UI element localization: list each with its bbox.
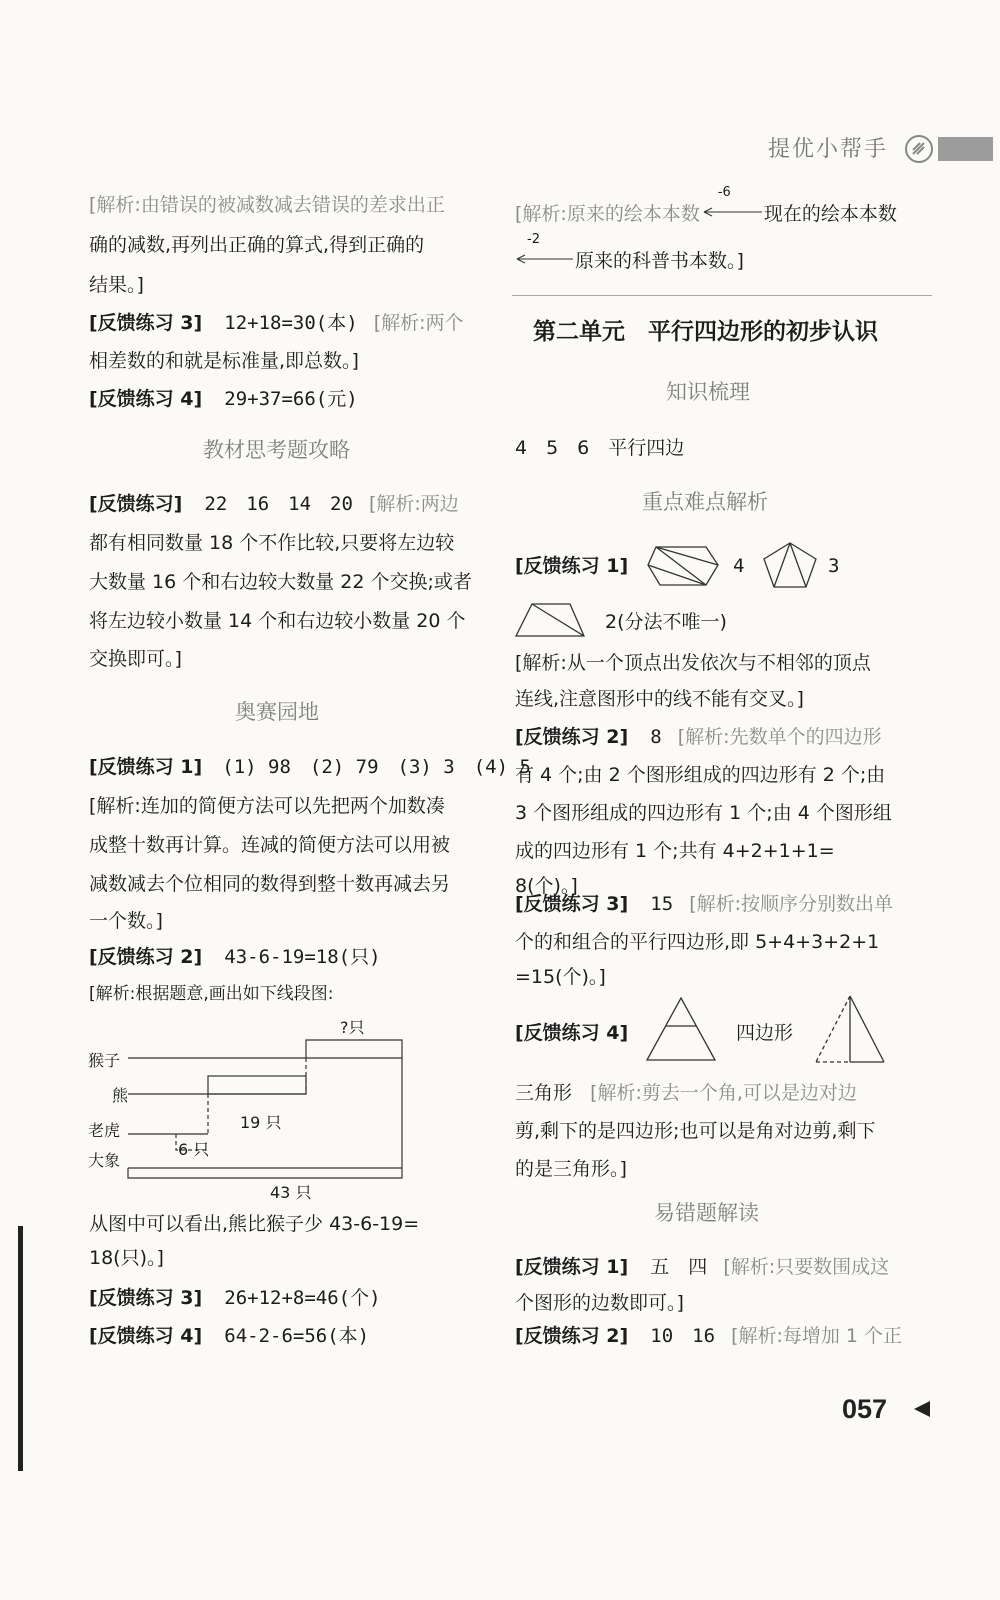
paragraph-line: 确的减数,再列出正确的算式,得到正确的	[89, 234, 425, 256]
header-tab-bar	[938, 137, 993, 161]
paragraph-line: 结果。]	[89, 274, 144, 296]
paragraph-line: [解析:由错误的被减数减去错误的差求出正	[89, 194, 445, 216]
paragraph-line: 成整十数再计算。连减的简便方法可以用被	[89, 834, 451, 856]
exercise-label: [反馈练习 4]	[89, 388, 203, 410]
arrow-label: -2	[527, 232, 540, 247]
exercise-item	[89, 305, 464, 341]
paragraph-line: [解析:从一个顶点出发依次与不相邻的顶点	[515, 652, 871, 674]
paragraph-text: 原来的科普书本数。]	[575, 250, 744, 272]
paragraph-line: 8(个)。]	[515, 875, 578, 897]
paragraph-line: 成的四边形有 1 个;共有 4+2+1+1=	[515, 840, 835, 862]
triangle-left-icon	[912, 1399, 932, 1419]
paragraph-line: 有 4 个;由 2 个图形组成的四边形有 2 个;由	[515, 764, 886, 786]
diagram-label-tiger: 老虎	[88, 1121, 121, 1140]
exercise-item	[89, 1280, 381, 1316]
paragraph-line: 交换即可。]	[89, 648, 182, 670]
divider	[512, 295, 932, 296]
paragraph-line: [解析:根据题意,画出如下线段图:	[89, 984, 334, 1004]
paragraph-line: 3 个图形组成的四边形有 1 个;由 4 个图形组	[515, 802, 892, 824]
exercise-label: [反馈练习 3]	[89, 1287, 203, 1309]
page-header-title: 提优小帮手	[768, 137, 889, 162]
paragraph-line: 减数减去个位相同的数得到整十数再减去另	[89, 873, 451, 895]
exercise-item	[89, 939, 381, 975]
explanation-text: [解析:只要数围成这	[723, 1256, 890, 1278]
arrow-left-icon	[700, 185, 764, 220]
exercise-item	[515, 1249, 889, 1285]
answer-text: 四边形	[736, 1022, 794, 1044]
answer-text: 12+18=30(本)	[224, 312, 358, 334]
unit-title: 第二单元 平行四边形的初步认识	[533, 318, 878, 345]
exercise-item	[515, 1075, 857, 1111]
paragraph-line: 相差数的和就是标准量,即总数。]	[89, 350, 359, 372]
exercise-item	[89, 486, 459, 522]
exercise-label: [反馈练习 1]	[89, 756, 203, 778]
exercise-label: [反馈练习 2]	[515, 1325, 629, 1347]
paragraph-line: 从图中可以看出,熊比猴子少 43-6-19=	[89, 1213, 420, 1235]
cut-triangle-figure	[814, 992, 886, 1068]
section-heading: 易错题解读	[654, 1201, 759, 1225]
answer-text: 4	[733, 555, 745, 577]
trapezoid-figure	[514, 600, 586, 640]
exercise-label: [反馈练习 2]	[89, 946, 203, 968]
answer-text: 8	[650, 726, 662, 748]
diagram-label-6: 6 只	[178, 1140, 210, 1159]
answer-text: 三角形	[515, 1082, 573, 1104]
exercise-item	[89, 749, 531, 785]
binding-edge	[18, 1226, 23, 1471]
exercise-item	[515, 1318, 902, 1354]
answer-text: 3	[828, 555, 840, 577]
explanation-text: [解析:每增加 1 个正	[731, 1325, 903, 1347]
exercise-item	[515, 719, 882, 755]
answer-text: 10 16	[650, 1325, 716, 1347]
paragraph-line: 大数量 16 个和右边较大数量 22 个交换;或者	[89, 571, 472, 593]
explanation-text: [解析:两个	[373, 312, 464, 334]
section-heading: 知识梳理	[666, 380, 750, 404]
explanation-text: [解析:剪去一个角,可以是边对边	[590, 1082, 857, 1104]
exercise-label: [反馈练习 1]	[515, 1256, 629, 1278]
diagram-label-bear: 熊	[112, 1086, 129, 1105]
paragraph-line: 都有相同数量 18 个不作比较,只要将左边较	[89, 532, 455, 554]
paragraph-line: [解析:连加的简便方法可以先把两个加数凑	[89, 795, 445, 817]
arrow-label: -6	[717, 185, 731, 200]
diagram-label-question: ?只	[340, 1018, 365, 1037]
diagram-label-19: 19 只	[240, 1113, 282, 1132]
paragraph-line: 剪,剩下的是四边形;也可以是角对边剪,剩下	[515, 1120, 876, 1142]
section-heading: 奥赛园地	[235, 700, 319, 724]
section-heading: 重点难点解析	[642, 490, 768, 514]
exercise-label: [反馈练习 3]	[515, 893, 629, 915]
exercise-label: [反馈练习 4]	[89, 1325, 203, 1347]
diagram-label-elephant: 大象	[88, 1151, 121, 1170]
pentagon-figure	[760, 539, 820, 591]
answer-text: 64-2-6=56(本)	[224, 1325, 370, 1347]
paragraph-line: 个图形的边数即可。]	[515, 1292, 684, 1314]
line-segment-diagram	[80, 1010, 430, 1200]
paragraph-line	[515, 185, 897, 232]
exercise-label: [反馈练习 2]	[515, 726, 629, 748]
explanation-text: [解析:按顺序分别数出单	[689, 893, 894, 915]
section-heading: 教材思考题攻略	[203, 438, 350, 462]
exercise-item	[89, 381, 358, 417]
arrow-left-icon	[515, 232, 575, 267]
answer-text: 22 16 14 20	[204, 493, 353, 515]
paragraph-line: 18(只)。]	[89, 1247, 164, 1269]
exercise-label: [反馈练习 4]	[515, 1022, 629, 1044]
diagram-label-monkey: 猴子	[88, 1051, 121, 1070]
paragraph-line: =15(个)。]	[515, 966, 606, 988]
paragraph-text: 现在的绘本本数	[763, 203, 897, 225]
exercise-label: [反馈练习 3]	[89, 312, 203, 334]
page-number: 057	[842, 1394, 888, 1424]
exercise-item	[89, 1318, 369, 1354]
exercise-item	[515, 886, 893, 922]
rocket-icon	[904, 134, 934, 164]
answer-text: 26+12+8=46(个)	[224, 1287, 381, 1309]
paragraph-line: 的是三角形。]	[515, 1158, 627, 1180]
explanation-text: [解析:两边	[368, 493, 459, 515]
explanation-text: [解析:先数单个的四边形	[677, 726, 882, 748]
exercise-label: [反馈练习]	[89, 493, 183, 515]
answer-text: 43-6-19=18(只)	[224, 946, 381, 968]
hexagon-figure	[644, 543, 722, 589]
answer-line: 4 5 6 平行四边	[515, 437, 685, 459]
paragraph-line: 将左边较小数量 14 个和右边较小数量 20 个	[89, 610, 466, 632]
diagram-label-43: 43 只	[270, 1183, 312, 1202]
answer-text: 29+37=66(元)	[224, 388, 358, 410]
cut-triangle-figure	[645, 994, 717, 1066]
answer-text: (1) 98 (2) 79 (3) 3 (4) 5	[222, 756, 531, 778]
answer-text: 2(分法不唯一)	[605, 611, 727, 633]
paragraph-line	[515, 232, 744, 279]
paragraph-line: 个的和组合的平行四边形,即 5+4+3+2+1	[515, 931, 880, 953]
answer-text: 五 四	[650, 1256, 708, 1278]
paragraph-line: 连线,注意图形中的线不能有交叉。]	[515, 688, 804, 710]
explanation-text: [解析:原来的绘本本数	[515, 203, 700, 225]
exercise-label: [反馈练习 1]	[515, 555, 629, 577]
answer-text: 15	[650, 893, 674, 915]
paragraph-line: 一个数。]	[89, 910, 163, 932]
